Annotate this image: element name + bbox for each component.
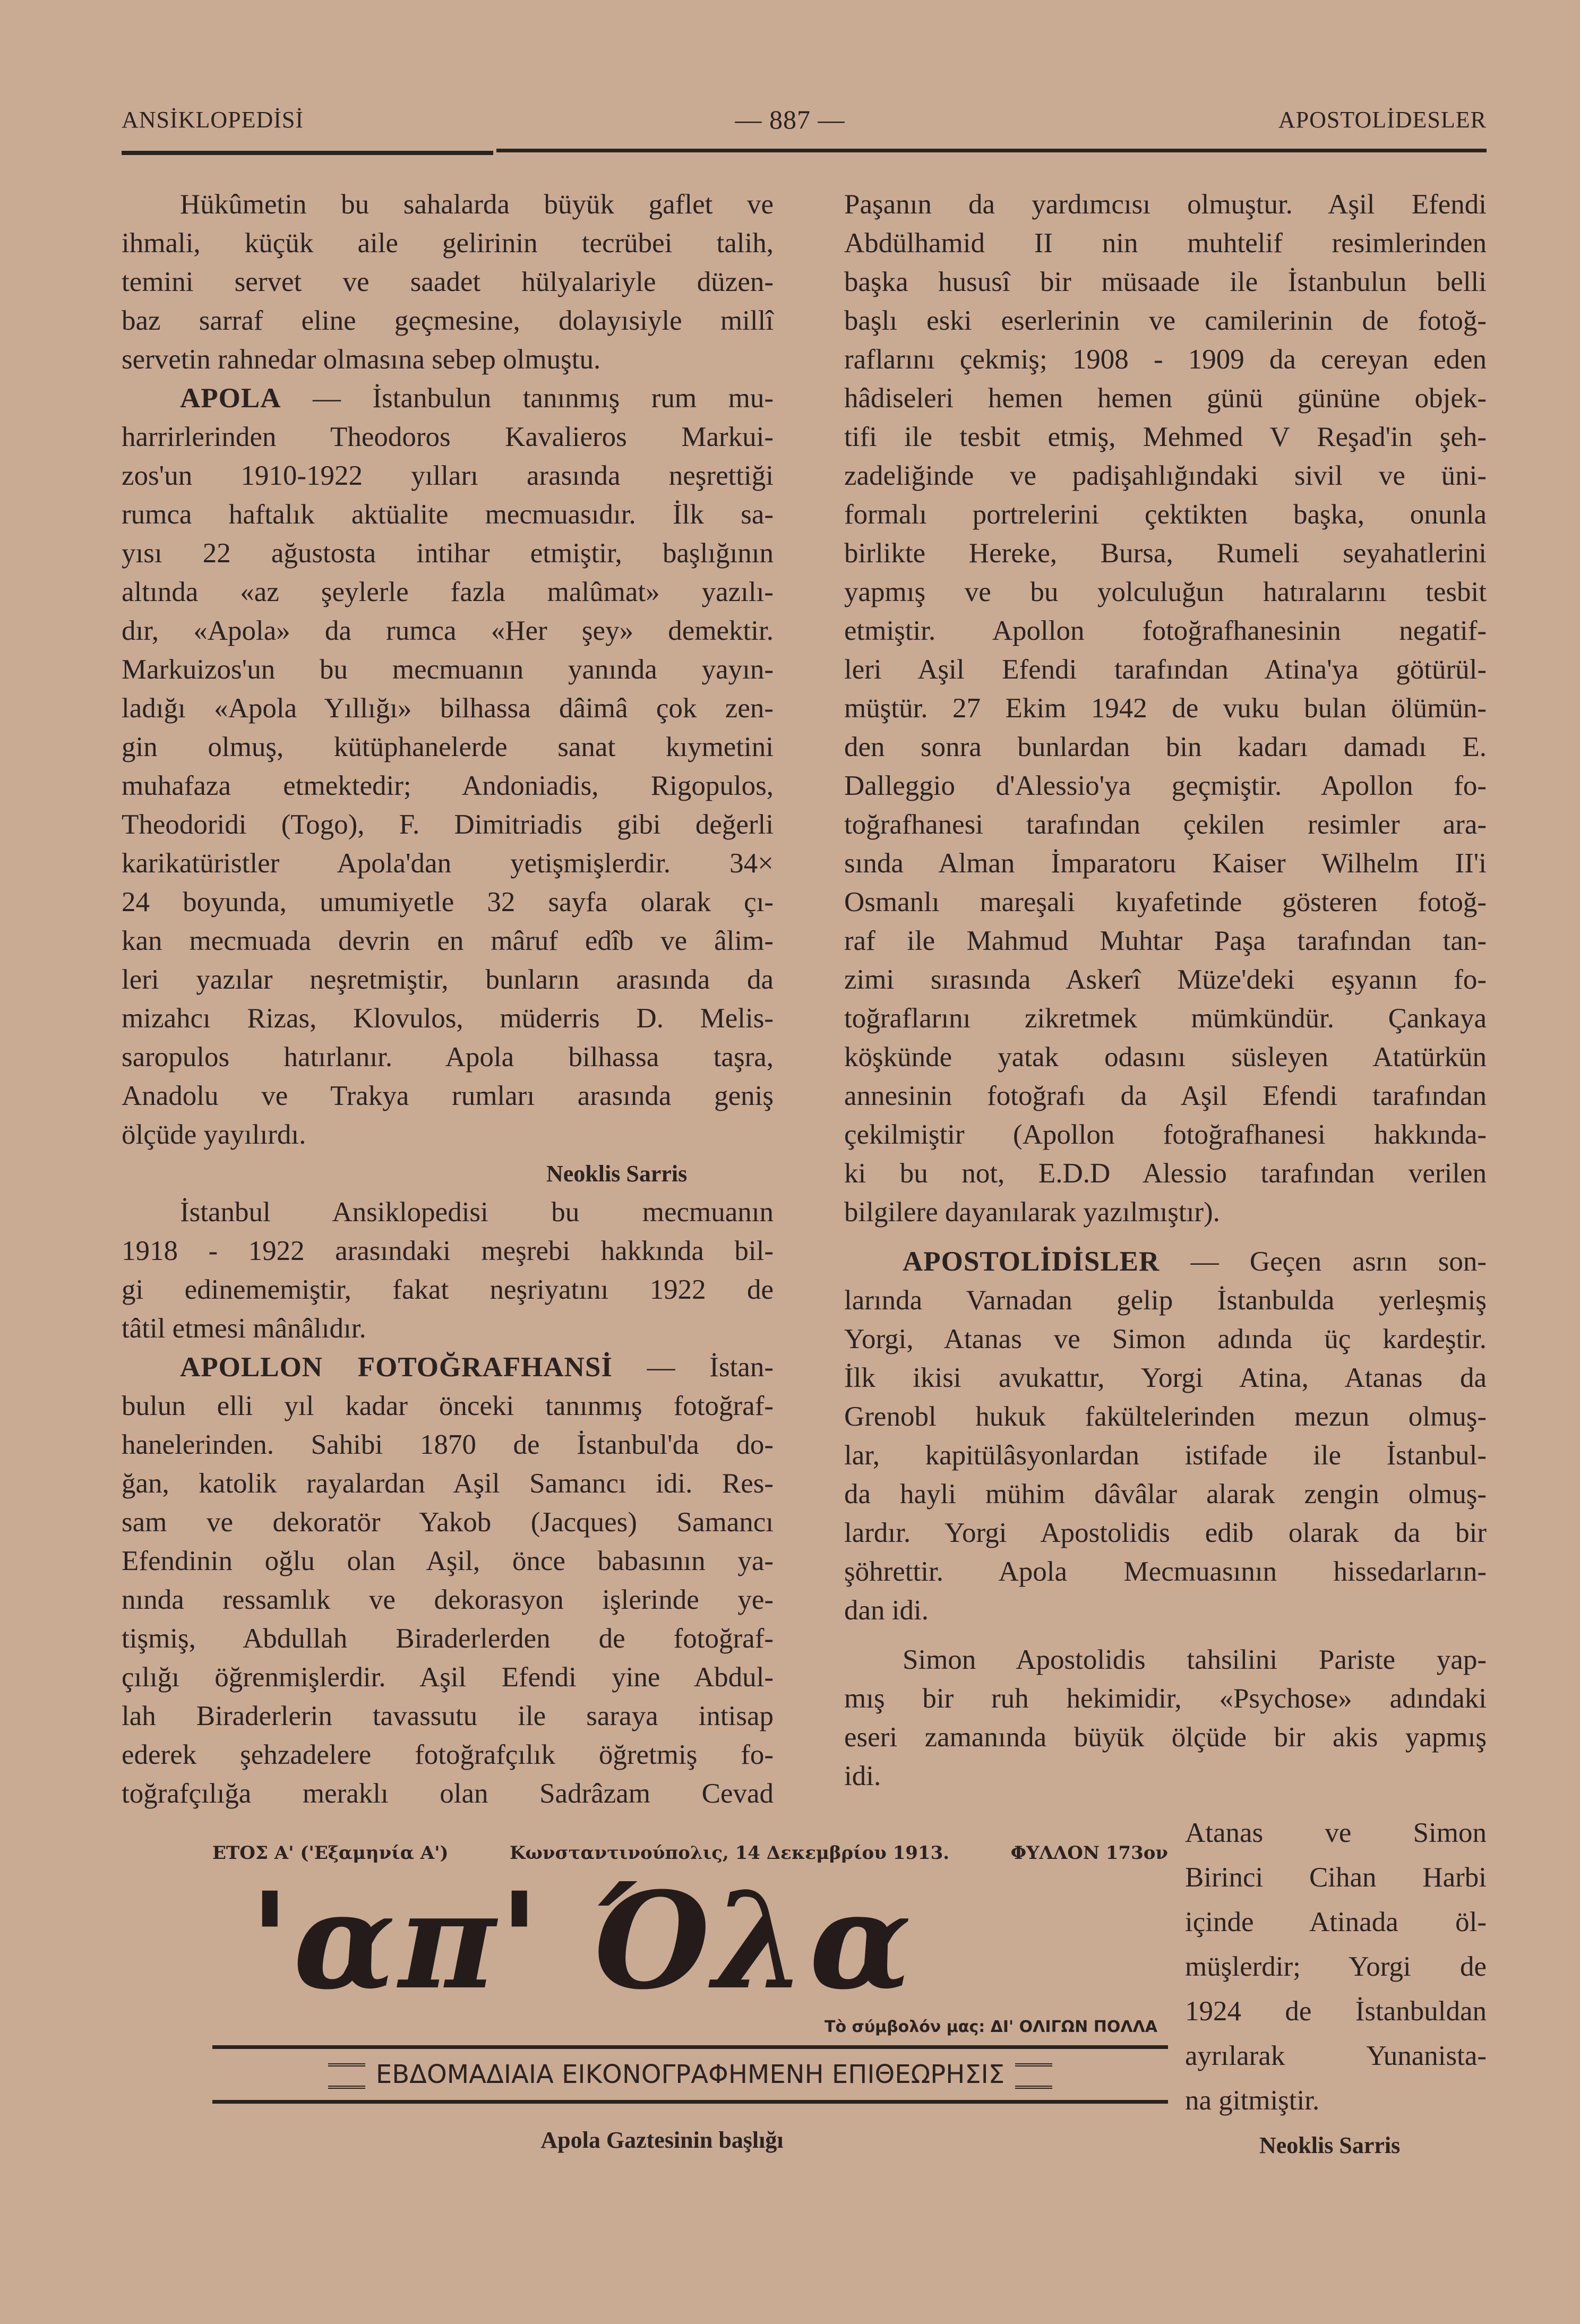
text-line <box>122 844 774 883</box>
text-line-content: servetin rahnedar olmasına sebep olmuştu. <box>122 344 601 375</box>
masthead-issue: ΦΥΛΛΟΝ 173ον <box>1010 1842 1168 1864</box>
text-line <box>122 961 774 999</box>
text-line <box>122 1038 774 1077</box>
text-line: müşlerdir; Yorgi de <box>1185 1951 1487 1982</box>
paragraph <box>122 1348 774 1813</box>
text-line-content: rumca haftalık aktüalite mecmuasıdır. İlk sa- <box>122 499 774 530</box>
text-line-content: toğrafhanesi tarafından çekilen resimler ara- <box>844 809 1487 840</box>
text-line-content: bilgilere dayanılarak yazılmıştır). <box>844 1197 1220 1228</box>
text-line-content: ki bu not, E.D.D Alessio tarafından verilen <box>844 1158 1487 1189</box>
paragraph <box>844 1641 1487 1796</box>
text-line-content: baz sarraf eline geçmesine, dolayısiyle millî <box>122 305 774 336</box>
text-line-content: Anadolu ve Trakya rumları arasında geniş <box>122 1080 774 1111</box>
text-line-content: bulun elli yıl kadar önceki tanınmış fotoğraf- <box>122 1391 774 1421</box>
text-line-content: karikatüristler Apola'dan yetişmişlerdir. 34× <box>122 848 774 879</box>
text-line-content: harrirlerinden Theodoros Kavalieros Markui- <box>122 422 774 452</box>
text-line-content: hâdiseleri hemen hemen günü gününe objek- <box>844 383 1487 414</box>
text-line-content: mizahcı Rizas, Klovulos, müderris D. Melis- <box>122 1003 774 1034</box>
text-line-content: lardır. Yorgi Apostolidis edib olarak da bir <box>844 1517 1487 1548</box>
text-line-content: ğan, katolik rayalardan Aşil Samancı idi. Res- <box>122 1468 774 1499</box>
signature: Neoklis Sarris <box>546 1161 688 1187</box>
text-line-content: leri Aşil Efendi tarafından Atina'ya götürül- <box>844 654 1487 685</box>
text-line <box>122 263 774 302</box>
text-line <box>844 457 1487 495</box>
text-line <box>122 1736 774 1774</box>
text-line-content: Osmanlı mareşali kıyafetinde gösteren fotoğ- <box>844 887 1487 917</box>
text-line <box>122 999 774 1038</box>
entry-heading: APOSTOLİDİSLER <box>903 1246 1160 1277</box>
text-line <box>122 534 774 573</box>
masthead-subtitle: ΕΒΔΟΜΑΔΙΑΙΑ ΕΙΚΟΝΟΓΡΑΦΗΜΕΝΗ ΕΠΙΘΕΩΡΗΣΙΣ <box>375 2060 1005 2089</box>
text-line <box>844 495 1487 534</box>
text-line-content: 24 boyunda, umumiyetle 32 sayfa olarak çı- <box>122 887 774 917</box>
masthead-rule-top <box>212 2045 1168 2049</box>
text-line <box>844 1038 1487 1077</box>
text-line-content: toğrafçılığa meraklı olan Sadrâzam Cevad <box>122 1778 774 1809</box>
text-line-content: tifi ile tesbit etmiş, Mehmed V Reşad'in şeh- <box>844 422 1487 452</box>
page-number: — 887 — <box>735 105 845 134</box>
text-line <box>844 1591 1487 1630</box>
text-line: na gitmiştir. <box>1185 2085 1320 2116</box>
paragraph <box>844 1242 1487 1630</box>
text-line-content: — İstanbulun tanınmış rum mu- <box>281 383 774 414</box>
masthead-title: 'απ' Όλα <box>250 1863 915 2019</box>
text-line <box>122 1503 774 1542</box>
text-line <box>122 418 774 457</box>
text-line <box>844 1154 1487 1193</box>
text-line-content: çekilmiştir (Apollon fotoğrafhanesi hakkında- <box>844 1119 1487 1150</box>
masthead-subtitle-row <box>212 2056 1168 2093</box>
text-line <box>122 224 774 263</box>
header-rule-right <box>496 149 1487 152</box>
text-line <box>844 844 1487 883</box>
text-line-content: şöhrettir. Apola Mecmuasının hissedarların- <box>844 1556 1487 1587</box>
text-line <box>122 728 774 767</box>
text-line <box>844 1553 1487 1591</box>
text-line-content: lah Biraderlerin tavassutu ile saraya intisap <box>122 1701 774 1731</box>
text-line <box>122 302 774 340</box>
text-line <box>844 340 1487 379</box>
text-line-content: ederek şehzadelere fotoğrafçılık öğretmiş fo- <box>122 1739 774 1770</box>
text-line-content: başlı eski eserlerinin ve camilerinin de fotoğ- <box>844 305 1487 336</box>
text-line-content: 1918 - 1922 arasındaki meşrebi hakkında bil- <box>122 1236 774 1266</box>
text-line-content: Markuizos'un bu mecmuanın yanında yayın- <box>122 654 774 685</box>
text-line-content: saropulos hatırlanır. Apola bilhassa taşra, <box>122 1042 774 1073</box>
text-line <box>122 883 774 922</box>
text-line-content: zadeliğinde ve padişahlığındaki sivil ve üni- <box>844 460 1487 491</box>
text-line <box>122 922 774 961</box>
text-line <box>844 650 1487 689</box>
text-line <box>844 1242 1487 1281</box>
text-line-content: den sonra bunlardan bin kadarı damadı E. <box>844 732 1487 762</box>
text-line-content: ladığı «Apola Yıllığı» bilhassa dâimâ çok zen- <box>122 693 774 724</box>
text-line-content: Grenobl hukuk fakültelerinden mezun olmuş- <box>844 1401 1487 1432</box>
running-header-right: APOSTOLİDESLER <box>1278 107 1487 133</box>
text-line-content: İstanbul Ansiklopedisi bu mecmuanın <box>180 1197 774 1228</box>
text-line-content: sında Alman İmparatoru Kaiser Wilhelm II'i <box>844 848 1487 879</box>
text-line-content: da hayli mühim dâvâlar alarak zengin olmuş- <box>844 1479 1487 1510</box>
masthead-dateline: Κωνσταντινούπολις, 14 Δεκεμβρίου 1913. <box>510 1842 950 1864</box>
text-line <box>844 1718 1487 1757</box>
text-line <box>844 612 1487 650</box>
text-line <box>122 1774 774 1813</box>
text-line-content: etmiştir. Apollon fotoğrafhanesinin negatif- <box>844 615 1487 646</box>
paragraph <box>844 185 1487 1232</box>
text-line-content: zimi sırasında Askerî Müze'deki eşyanın fo- <box>844 964 1487 995</box>
text-line <box>844 728 1487 767</box>
text-line-content: Yorgi, Atanas ve Simon adında üç kardeştir. <box>844 1324 1487 1354</box>
text-line <box>122 1348 774 1387</box>
signature: Neoklis Sarris <box>1259 2132 1401 2158</box>
masthead-year: ΕΤΟΣ Α' ('Εξαμηνία Α') <box>212 1842 449 1864</box>
text-line-content: annesinin fotoğrafı da Aşil Efendi tarafından <box>844 1080 1487 1111</box>
text-line <box>122 1426 774 1464</box>
text-line <box>844 1359 1487 1397</box>
narrow-column <box>1185 1811 1487 2123</box>
text-line <box>844 1193 1487 1232</box>
text-line-content: — İstan- <box>612 1352 774 1383</box>
text-line-content: Simon Apostolidis tahsilini Pariste yap- <box>903 1644 1487 1675</box>
text-line <box>844 379 1487 418</box>
text-line-content: hanelerinden. Sahibi 1870 de İstanbul'da do- <box>122 1429 774 1460</box>
text-line-content: Hükûmetin bu sahalarda büyük gaflet ve <box>180 189 774 220</box>
text-line <box>122 1193 774 1232</box>
text-line-content: tişmiş, Abdullah Biraderlerden de fotoğraf- <box>122 1623 774 1654</box>
text-line-content: ihmali, küçük aile gelirinin tecrübei talih, <box>122 228 774 259</box>
text-line-content: temini servet ve saadet hülyalariyle düzen- <box>122 267 774 297</box>
text-line <box>844 534 1487 573</box>
text-line-content: — Geçen asrın son- <box>1160 1246 1487 1277</box>
ornament-icon <box>1015 2063 1052 2089</box>
text-line <box>122 1542 774 1581</box>
text-line-content: kan mecmuada devrin en mâruf edîb ve âlim- <box>122 925 774 956</box>
right-column <box>844 185 1487 1796</box>
text-line-content: mış bir ruh hekimidir, «Psychose» adındaki <box>844 1683 1487 1714</box>
text-line-content: zos'un 1910-1922 yılları arasında neşrettiği <box>122 460 774 491</box>
text-line-content: müştür. 27 Ekim 1942 de vuku bulan ölümün- <box>844 693 1487 724</box>
text-line <box>122 612 774 650</box>
text-line <box>844 185 1487 224</box>
text-line-content: Abdülhamid II nin muhtelif resimlerinden <box>844 228 1487 259</box>
left-column <box>122 185 774 1813</box>
text-line <box>844 883 1487 922</box>
text-line <box>844 1514 1487 1553</box>
text-line <box>122 573 774 612</box>
text-line <box>122 805 774 844</box>
entry-heading: APOLLON FOTOĞRAFHANSİ <box>180 1352 613 1383</box>
text-line: 1924 de İstanbuldan <box>1185 1996 1487 2027</box>
text-line <box>122 1271 774 1309</box>
text-line <box>844 922 1487 961</box>
ornament-icon <box>328 2063 365 2089</box>
text-line-content: raf ile Mahmud Muhtar Paşa tarafından tan- <box>844 925 1487 956</box>
entry-heading: APOLA <box>180 383 281 414</box>
text-line <box>122 1658 774 1697</box>
text-line <box>122 457 774 495</box>
text-line-content: lar, kapitülâsyonlardan istifade ile İstanbul- <box>844 1440 1487 1471</box>
image-caption: Apola Gaztesinin başlığı <box>540 2127 784 2153</box>
text-line <box>122 340 774 379</box>
text-line-content: gin olmuş, kütüphanelerde sanat kıymetini <box>122 732 774 762</box>
text-line <box>844 1077 1487 1116</box>
text-line <box>844 1679 1487 1718</box>
text-line-content: eseri zamanında büyük ölçüde bir akis yapmış <box>844 1722 1487 1753</box>
text-line <box>122 1464 774 1503</box>
paragraph <box>122 379 774 1154</box>
text-line <box>122 185 774 224</box>
text-line <box>122 1619 774 1658</box>
text-line-content: gi edinememiştir, fakat neşriyatını 1922 de <box>122 1274 774 1305</box>
text-line <box>844 767 1487 805</box>
text-line-content: yısı 22 ağustosta intihar etmiştir, başlığının <box>122 538 774 569</box>
text-line-content: İlk ikisi avukattır, Yorgi Atina, Atanas da <box>844 1362 1487 1393</box>
text-line: ayrılarak Yunanista- <box>1185 2040 1487 2071</box>
text-line <box>122 1232 774 1271</box>
header-rule-left <box>122 151 493 155</box>
text-line-content: sam ve dekoratör Yakob (Jacques) Samancı <box>122 1507 774 1538</box>
text-line-content: Theodoridi (Togo), F. Dimitriadis gibi değerli <box>122 809 774 840</box>
text-line <box>844 805 1487 844</box>
text-line <box>122 650 774 689</box>
text-line-content: dır, «Apola» da rumca «Her şey» demektir. <box>122 615 774 646</box>
text-line-content: Efendinin oğlu olan Aşil, önce babasının ya- <box>122 1546 774 1576</box>
text-line <box>122 689 774 728</box>
text-line <box>844 224 1487 263</box>
text-line <box>122 495 774 534</box>
paragraph <box>122 1193 774 1348</box>
text-line-content: ölçüde yayılırdı. <box>122 1119 306 1150</box>
text-line-content: köşkünde yatak odasını süsleyen Atatürkün <box>844 1042 1487 1073</box>
text-line <box>122 1581 774 1619</box>
text-line-content: formalı portrelerini çektikten başka, onunla <box>844 499 1487 530</box>
text-line-content: leri yazılar neşretmiştir, bunların arasında da <box>122 964 774 995</box>
text-line <box>844 1757 1487 1796</box>
text-line-content: Paşanın da yardımcısı olmuştur. Aşil Efendi <box>844 189 1487 220</box>
masthead-motto: Τὸ σύμβολόν μας: ΔΙ' ΟΛΙΓΩΝ ΠΟΛΛΑ <box>824 2018 1157 2036</box>
text-line-content: larında Varnadan gelip İstanbulda yerleşmiş <box>844 1285 1487 1316</box>
text-line <box>844 689 1487 728</box>
text-line <box>844 1320 1487 1359</box>
text-line <box>844 1397 1487 1436</box>
text-line <box>122 379 774 418</box>
text-line-content: çılığı öğrenmişlerdir. Aşil Efendi yine Abdul- <box>122 1662 774 1693</box>
text-line <box>122 1697 774 1736</box>
text-line-content: başka hususî bir müsaade ile İstanbulun belli <box>844 267 1487 297</box>
text-line-content: Dalleggio d'Alessio'ya geçmiştir. Apollon fo- <box>844 770 1487 801</box>
text-line: Atanas ve Simon <box>1185 1817 1487 1848</box>
text-line-content: toğraflarını zikretmek mümkündür. Çankaya <box>844 1003 1487 1034</box>
text-line-content: yapmış ve bu yolculuğun hatıralarını tesbit <box>844 577 1487 607</box>
text-line <box>122 1309 774 1348</box>
text-line <box>122 1077 774 1116</box>
text-line <box>844 1436 1487 1475</box>
text-line <box>844 1116 1487 1154</box>
text-line <box>844 418 1487 457</box>
text-line-content: muhafaza etmektedir; Andoniadis, Rigopulos, <box>122 770 774 801</box>
text-line <box>844 1281 1487 1320</box>
running-header-left: ANSİKLOPEDİSİ <box>122 107 304 133</box>
text-line <box>844 263 1487 302</box>
text-line <box>844 1641 1487 1679</box>
text-line <box>844 999 1487 1038</box>
text-line-content: birlikte Hereke, Bursa, Rumeli seyahatlerini <box>844 538 1487 569</box>
masthead-rule-bottom <box>212 2100 1168 2104</box>
paragraph <box>122 185 774 379</box>
apola-masthead-image <box>212 1826 1168 2124</box>
text-line <box>844 961 1487 999</box>
text-line-content: idi. <box>844 1761 881 1791</box>
text-line-content: altında «az şeylerle fazla malûmat» yazılı- <box>122 577 774 607</box>
text-line-content: nında ressamlık ve dekorasyon işlerinde ye- <box>122 1584 774 1615</box>
text-line <box>122 1387 774 1426</box>
text-line: içinde Atinada öl- <box>1185 1907 1487 1937</box>
text-line <box>844 302 1487 340</box>
text-line <box>122 1116 774 1154</box>
text-line-content: raflarını çekmiş; 1908 - 1909 da cereyan eden <box>844 344 1487 375</box>
text-line: Birinci Cihan Harbi <box>1185 1862 1487 1893</box>
text-line-content: tâtil etmesi mânâlıdır. <box>122 1313 366 1344</box>
text-line <box>122 767 774 805</box>
text-line <box>844 1475 1487 1514</box>
text-line <box>844 573 1487 612</box>
text-line-content: dan idi. <box>844 1595 929 1626</box>
